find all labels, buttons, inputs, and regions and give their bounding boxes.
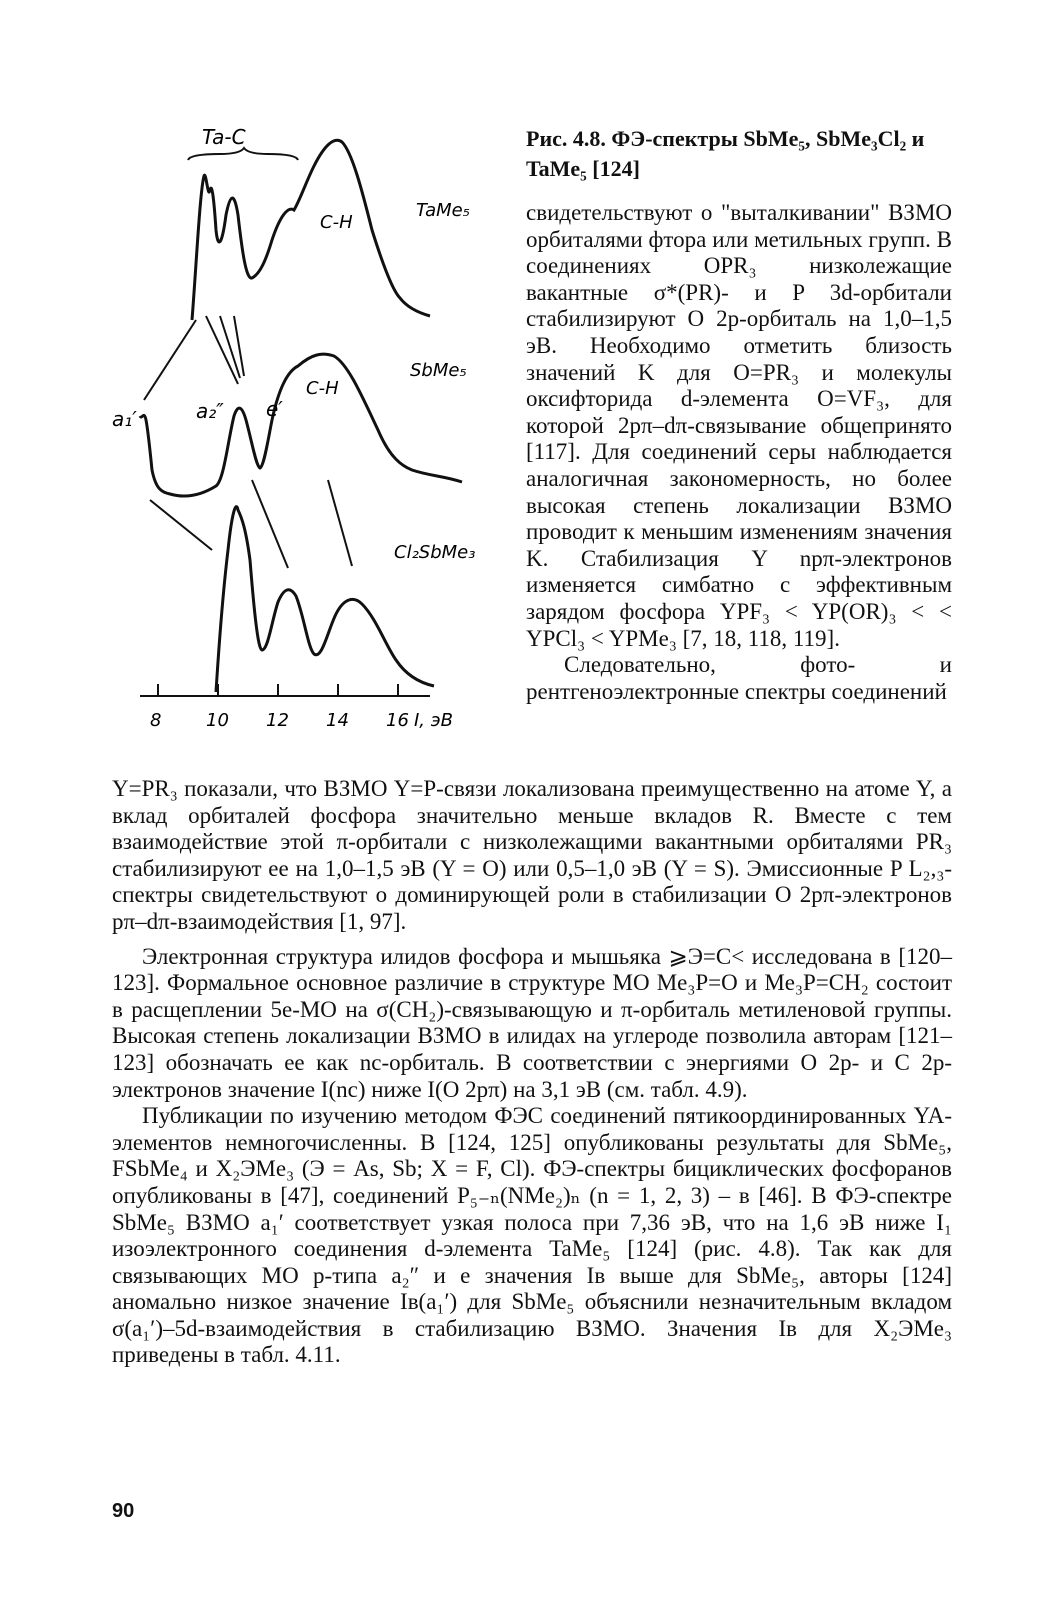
band-label-ch-top: C-H bbox=[320, 212, 353, 233]
correlation-line bbox=[206, 316, 238, 384]
spectrum-tame5 bbox=[192, 140, 430, 320]
tick-label-16: 16 bbox=[386, 710, 409, 731]
correlation-line bbox=[144, 320, 196, 400]
ta-c-bracket bbox=[188, 148, 298, 160]
body-paragraph: Электронная структура илидов фосфора и мышьяка ⩾Э=C< исследована в [120–123]. Формальное основное различие в структуре МО Me₃P=O и Me₃P=CH₂ состоит в расщеплении 5e-МО на σ(CH₂)-связывающую и π-орбиталь метиленовой группы. Высокая степень локализации ВЗМО в илидах на углероде позволила авторам [121–123] обозначать ее как nc-орбиталь. В соответствии с энергиями O 2p- и C 2p-электронов значение I(nc) ниже I(O 2pπ) на 3,1 эВ (см. табл. 4.9). bbox=[112, 943, 952, 1102]
spectra-plot bbox=[100, 120, 510, 760]
spectrum-label-cl2sbme3: Cl₂SbMe₃ bbox=[394, 542, 476, 563]
correlation-line bbox=[252, 480, 288, 568]
body-paragraph: Y=PR₃ показали, что ВЗМО Y=P-связи локализована преимущественно на атоме Y, а вклад орбиталей фосфора значительно меньше вкладов R. Вместе с тем взаимодействие этой π-орбитали с низколежащими вакантными орбиталями PR₃ стабилизируют ее на 1,0–1,5 эВ (Y = O) или 0,5–1,0 эВ (Y = S). Эмиссионные P L₂,₃-спектры свидетельствуют о доминирующей роли в стабилизации O 2pπ-электронов pπ–dπ-взаимодействия [1, 97]. bbox=[112, 776, 952, 934]
figure-caption: Рис. 4.8. ФЭ-спектры SbMe₅, SbMe₃Cl₂ и TaMe₅ [124] bbox=[526, 126, 925, 181]
pes-spectra-figure bbox=[100, 120, 510, 760]
spectrum-label-sbme5: SbMe₅ bbox=[410, 360, 467, 381]
body-paragraph: Публикации по изучению методом ФЭС соединений пятикоординированных YA-элементов немногочисленны. В [124, 125] опубликованы результаты для SbMe₅, FSbMe₄ и X₂ЭMe₃ (Э = As, Sb; X = F, Cl). ФЭ-спектры бициклических фосфоранов опубликованы в [47], соединений P₅₋ₙ(NMe₂)ₙ (n = 1, 2, 3) – в [46]. В ФЭ-спектре SbMe₅ ВЗМО a₁′ соответствует узкая полоса при 7,36 эВ, что на 1,6 эВ ниже I₁ изоэлектронного соединения d-элемента TaMe₅ [124] (рис. 4.8). Так как для связывающих МО p-типа a₂″ и e значения Iв выше для SbMe₅, авторы [124] аномально низкое значение Iв(a₁′) для SbMe₅ объяснили незначительным вкладом σ(a₁′)–5d-взаимодействия в стабилизацию ВЗМО. Значения Iв для X₂ЭMe₃ приведены в табл. 4.11. bbox=[112, 1103, 952, 1368]
tick-label-8: 8 bbox=[150, 710, 162, 731]
tick-label-14: 14 bbox=[326, 710, 349, 731]
band-label-e: e′ bbox=[266, 397, 283, 421]
spectrum-label-tame5: TaMe₅ bbox=[416, 200, 470, 221]
tick-label-12: 12 bbox=[266, 710, 289, 731]
body-text bbox=[112, 776, 952, 1369]
column-paragraph: Следовательно, фото- и рентгеноэлектронные спектры соединений bbox=[526, 652, 952, 704]
band-label-a2: a₂″ bbox=[196, 399, 224, 423]
group-label: Ta-C bbox=[202, 125, 246, 149]
tick-label-10: 10 bbox=[206, 710, 229, 731]
column-paragraph: свидетельствуют о "выталкивании" ВЗМО орбиталями фтора или метильных групп. В соединениях OPR₃ низколежащие вакантные σ*(PR)- и P 3d-орбитали стабилизируют O 2p-орбиталь на 1,0–1,5 эВ. Необходимо отметить близость значений K для O=PR₃ и молекулы оксифторида d-элемента O=VF₃, для которой 2pπ–dπ-связывание общепринято [117]. Для соединений серы наблюдается аналогичная закономерность, но более высокая степень локализации ВЗМО проводит к меньшим изменениям значения K. Стабилизация Y npπ-электронов изменяется симбатно с эффективным зарядом фосфора YPF₃ < YP(OR)₃ < < YPCl₃ < YPMe₃ [7, 18, 118, 119]. bbox=[526, 200, 952, 651]
correlation-line bbox=[150, 500, 212, 550]
band-label-a1: a₁′ bbox=[112, 407, 137, 431]
axis-label: I, эВ bbox=[414, 710, 453, 731]
spectrum-cl2sbme3 bbox=[216, 507, 434, 692]
band-label-ch-middle: C-H bbox=[306, 378, 339, 399]
correlation-line bbox=[328, 480, 352, 566]
side-column-text bbox=[526, 200, 952, 705]
page-number: 90 bbox=[112, 1500, 135, 1522]
